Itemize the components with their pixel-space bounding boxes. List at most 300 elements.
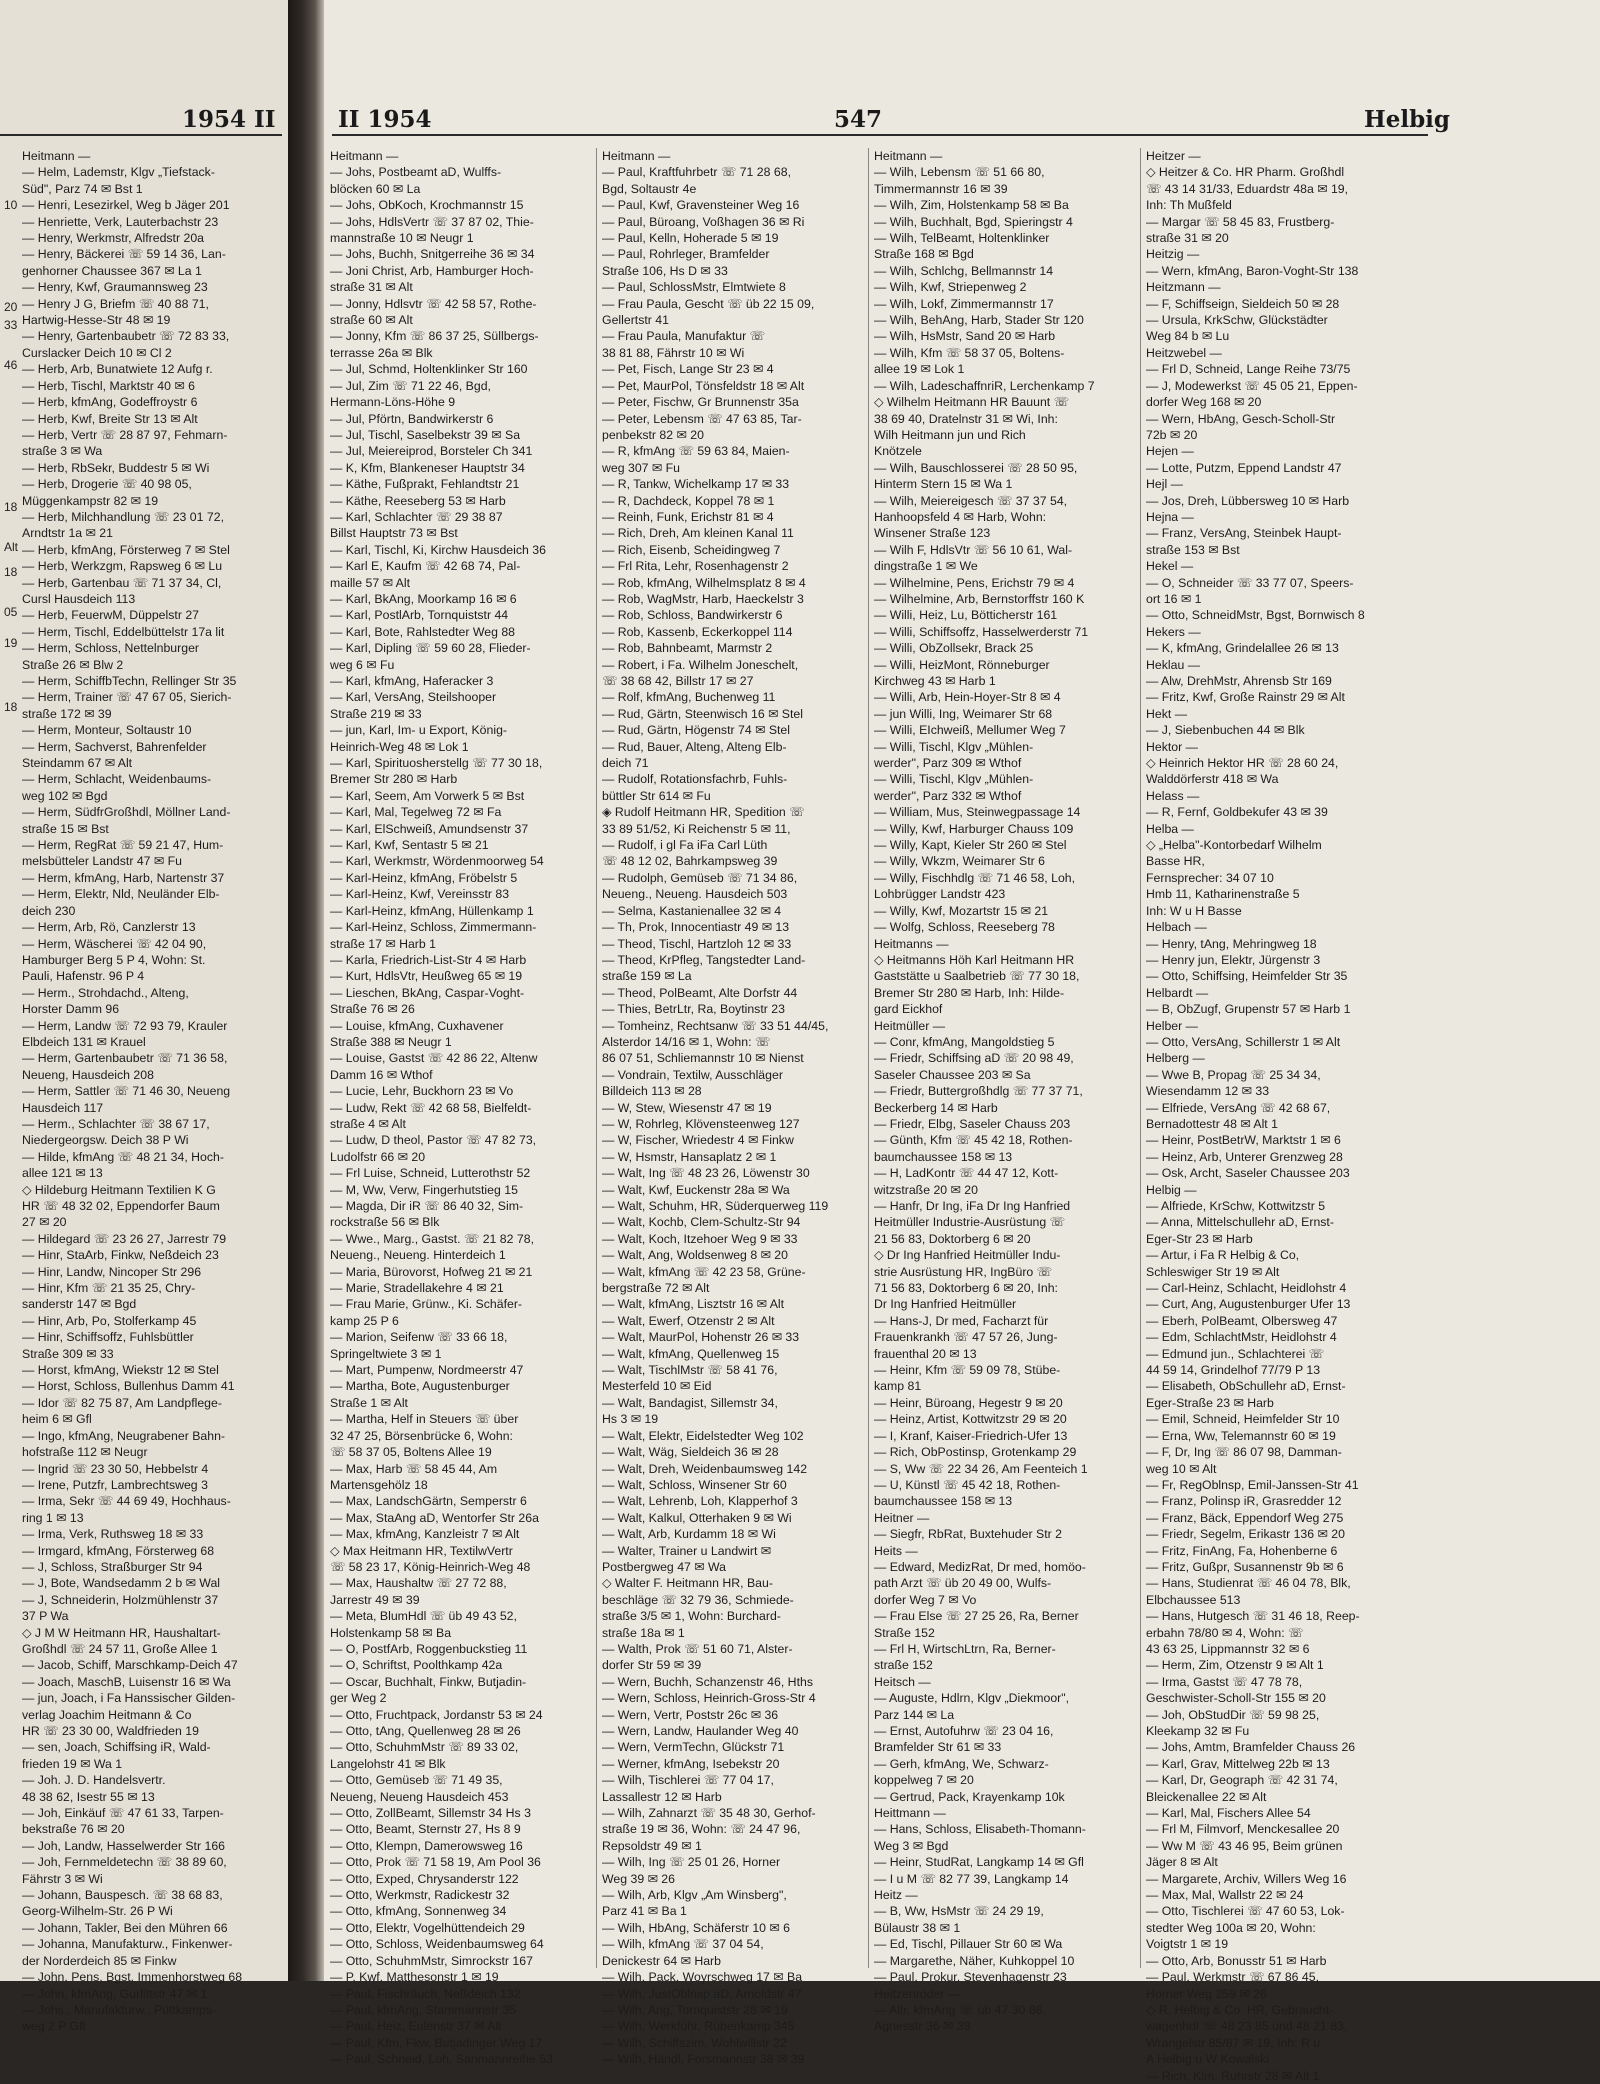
directory-entry-line: — Willi, EIchweiß, Mellumer Weg 7 <box>874 723 1066 738</box>
directory-entry-line: — Maria, Bürovorst, Hofweg 21 ✉ 21 <box>330 1264 533 1279</box>
directory-entry-line: Straße 388 ✉ Neugr 1 <box>330 1034 452 1049</box>
directory-entry-line: — Herm., Strohdachd., Alteng, <box>22 985 189 1000</box>
directory-entry-line: Helberg — <box>1146 1051 1205 1066</box>
directory-entry-line: Winsener Straße 123 <box>874 526 991 541</box>
directory-entry-line: — Karla, Friedrich-List-Str 4 ✉ Harb <box>330 952 527 967</box>
directory-entry-line: Hejen — <box>1146 444 1194 459</box>
directory-entry-line: — Wilh, HsMstr, Sand 20 ✉ Harb <box>874 329 1056 344</box>
directory-entry-line: — Friedr, Segelm, Erikastr 136 ✉ 20 <box>1146 1527 1345 1542</box>
directory-entry-line: — R, Dachdeck, Koppel 78 ✉ 1 <box>602 493 775 508</box>
directory-entry-line: Straße 309 ✉ 33 <box>22 1346 114 1361</box>
directory-entry-line: — Fritz, FinAng, Fa, Hohenberne 6 <box>1146 1543 1338 1558</box>
directory-entry-line: — Otto, ZollBeamt, Sillemstr 34 Hs 3 <box>330 1806 531 1821</box>
directory-entry-line: sanderstr 147 ✉ Bgd <box>22 1297 137 1312</box>
directory-entry-line: genhorner Chaussee 367 ✉ La 1 <box>22 263 202 278</box>
left-page <box>0 0 288 2034</box>
directory-entry-line: Niedergeorgsw. Deich 38 P Wi <box>22 1133 189 1148</box>
directory-entry-line: Bernadottestr 48 ✉ Alt 1 <box>1146 1116 1278 1131</box>
directory-entry-line: — Hinr, Schiffsoffz, Fuhlsbüttler <box>22 1330 194 1345</box>
directory-entry-line: — Ingrid ☏ 23 30 50, Hebbelstr 4 <box>22 1461 209 1476</box>
directory-entry-line: Hs 3 ✉ 19 <box>602 1412 659 1427</box>
directory-entry-line: Heklau — <box>1146 657 1200 672</box>
directory-entry-line: Parz 144 ✉ La <box>874 1707 955 1722</box>
directory-entry-line: Ludolfstr 66 ✉ 20 <box>330 1149 426 1164</box>
directory-entry-line: hofstraße 112 ✉ Neugr <box>22 1445 148 1460</box>
directory-entry-line: — Jul, Zim ☏ 71 22 46, Bgd, <box>330 378 491 393</box>
directory-entry-line: — I, Kranf, Kaiser-Friedrich-Ufer 13 <box>874 1428 1068 1443</box>
directory-entry-line: Neueng., Neueng. Hausdeich 503 <box>602 887 788 902</box>
directory-entry-line: Agnesstr 36 ✉ 39 <box>874 2019 971 2034</box>
directory-entry-line: mannstraße 10 ✉ Neugr 1 <box>330 231 474 246</box>
directory-entry-line: Heitzmann — <box>1146 280 1221 295</box>
directory-entry-line: — Wilh, Kfm ☏ 58 37 05, Boltens- <box>874 345 1065 360</box>
directory-entry-line: — Margar ☏ 58 45 83, Frustberg- <box>1146 214 1335 229</box>
directory-entry-line: — Friedr, Schiffsing aD ☏ 20 98 49, <box>874 1051 1074 1066</box>
directory-entry-line: straße 3 ✉ Wa <box>22 444 103 459</box>
directory-entry-line: — Karl, Dipling ☏ 59 60 28, Flieder- <box>330 641 531 656</box>
directory-entry-line: — Wilh, Lokf, Zimmermannstr 17 <box>874 296 1054 311</box>
directory-entry-line: — Hans-J, Dr med, Facharzt für <box>874 1313 1049 1328</box>
directory-entry-line: straße 159 ✉ La <box>602 969 692 984</box>
directory-entry-line: — Franz, VersAng, Steinbek Haupt- <box>1146 526 1342 541</box>
directory-entry-line: Eger-Str 23 ✉ Harb <box>1146 1231 1253 1246</box>
directory-entry-line: — Joh, Fernmeldetechn ☏ 38 89 60, <box>22 1855 227 1870</box>
directory-entry-line: — Jonny, Kfm ☏ 86 37 25, Süllbergs- <box>330 329 539 344</box>
directory-entry-line: — Heinz, Arb, Unterer Grenzweg 28 <box>1146 1149 1343 1164</box>
directory-entry-line: — Johs, ObKoch, Krochmannstr 15 <box>330 198 524 213</box>
directory-entry-line: — sen, Joach, Schiffsing iR, Wald- <box>22 1740 211 1755</box>
directory-entry-line: — Rich, Klm, Ruhrstr 28 ✉ Alt 1 <box>1146 2068 1320 2083</box>
directory-entry-line: — Ingo, kfmAng, Neugrabener Bahn- <box>22 1428 226 1443</box>
directory-entry-line: Helbardt — <box>1146 985 1209 1000</box>
directory-entry-line: — Herm, Sattler ☏ 71 46 30, Neueng <box>22 1084 231 1099</box>
directory-entry-line: kamp 25 P 6 <box>330 1313 399 1328</box>
directory-entry-line: — Alw, DrehMstr, Ahrensb Str 169 <box>1146 674 1332 688</box>
directory-entry-line: — jun Willi, Ing, Weimarer Str 68 <box>874 706 1053 721</box>
directory-entry-line: — Willi, Schiffsoffz, Hasselwerderstr 71 <box>874 624 1089 639</box>
directory-entry-line: 71 56 83, Doktorberg 6 ✉ 20, Inh: <box>874 1281 1058 1296</box>
directory-entry-line: — Theod, Tischl, Hartzloh 12 ✉ 33 <box>602 936 792 951</box>
directory-entry-line: — Irmgard, kfmAng, Försterweg 68 <box>22 1543 215 1558</box>
directory-entry-line: — Herm, Sachverst, Bahrenfelder <box>22 739 207 754</box>
directory-entry-line: — Wilh, Ang, Tornquiststr 28 ✉ 19 <box>602 2002 788 2017</box>
directory-entry-line: Hmb 11, Katharinenstraße 5 <box>1146 887 1300 902</box>
directory-entry-line: — Karl, Werkmstr, Wördenmoorweg 54 <box>330 854 544 869</box>
directory-entry-line: Süd", Parz 74 ✉ Bst 1 <box>22 181 143 196</box>
directory-entry-line: — Auguste, Hdlrn, Klgv „Diekmoor", <box>874 1691 1070 1706</box>
right-page-header-left: II 1954 <box>338 106 432 133</box>
directory-entry-line: — Otto, Klempn, Damerowsweg 16 <box>330 1838 523 1853</box>
directory-entry-line: Gellertstr 41 <box>602 313 669 328</box>
directory-entry-line: — Henry, tAng, Mehringweg 18 <box>1146 936 1317 951</box>
directory-entry-line: — Curt, Ang, Augustenburger Ufer 13 <box>1146 1297 1351 1312</box>
directory-entry-line: — Max, Harb ☏ 58 45 44, Am <box>330 1461 498 1476</box>
directory-entry-line: ◇ Dr Ing Hanfried Heitmüller Indu- <box>874 1248 1061 1263</box>
directory-entry-line: — Hanfr, Dr Ing, iFa Dr Ing Hanfried <box>874 1199 1071 1213</box>
directory-entry-line: — Kurt, HdlsVtr, Heußweg 65 ✉ 19 <box>330 969 523 984</box>
directory-entry-line: Alsterdor 14/16 ✉ 1, Wohn: ☏ <box>602 1034 771 1049</box>
directory-entry-line: — Käthe, Reeseberg 53 ✉ Harb <box>330 493 506 508</box>
directory-entry-line: Heinrich-Weg 48 ✉ Lok 1 <box>330 739 469 754</box>
directory-entry-line: — Walt, Kalkul, Otterhaken 9 ✉ Wi <box>602 1510 792 1525</box>
directory-entry-line: — Herb, RbSekr, Buddestr 5 ✉ Wi <box>22 460 210 475</box>
directory-entry-line: — Wilh, Bauschlosserei ☏ 28 50 95, <box>874 460 1078 475</box>
directory-entry-line: Gaststätte u Saalbetrieb ☏ 77 30 18, <box>874 969 1080 984</box>
directory-entry-line: — Wern, Vertr, Poststr 26c ✉ 36 <box>602 1707 779 1722</box>
directory-entry-line: — Wilh, Zahnarzt ☏ 35 48 30, Gerhof- <box>602 1806 816 1821</box>
directory-entry-line: Pauli, Hafenstr. 96 P 4 <box>22 969 145 984</box>
directory-entry-line: — Heinz, Artist, Kottwitzstr 29 ✉ 20 <box>874 1412 1067 1427</box>
directory-entry-line: terrasse 26a ✉ Blk <box>330 345 433 360</box>
right-page <box>324 0 1600 2083</box>
directory-entry-line: — Rich, Dreh, Am kleinen Kanal 11 <box>602 526 794 541</box>
directory-entry-line: Heitmüller Industrie-Ausrüstung ☏ <box>874 1215 1066 1230</box>
directory-entry-line: — Walt, Schuhm, HR, Süderquerweg 119 <box>602 1199 829 1213</box>
directory-entry-line: — Margarethe, Näher, Kuhkoppel 10 <box>874 1953 1075 1968</box>
directory-entry-line: — Karl, Grav, Mittelweg 22b ✉ 13 <box>1146 1756 1330 1771</box>
directory-entry-line: Straße 168 ✉ Bgd <box>874 247 974 262</box>
directory-entry-line: — Johs, Amtm, Bramfelder Chauss 26 <box>1146 1740 1356 1755</box>
directory-entry-line: — B, ObZugf, Grupenstr 57 ✉ Harb 1 <box>1146 1002 1351 1017</box>
directory-column-3 <box>874 148 1136 2035</box>
directory-entry-line: Langelohstr 41 ✉ Blk <box>330 1756 446 1771</box>
column-separator <box>596 148 597 1968</box>
directory-entry-line: 27 ✉ 20 <box>22 1215 67 1230</box>
directory-entry-line: — Max, kfmAng, Kanzleistr 7 ✉ Alt <box>330 1527 520 1542</box>
directory-entry-line: Heitmüller — <box>874 1018 946 1033</box>
directory-entry-line: — Mart, Pumpenw, Nordmeerstr 47 <box>330 1363 524 1378</box>
directory-entry-line: — Max, Mal, Wallstr 22 ✉ 24 <box>1146 1888 1304 1903</box>
directory-entry-line: Heitmann — <box>602 149 671 163</box>
directory-entry-line: — Karl, Bote, Rahlstedter Weg 88 <box>330 624 515 639</box>
directory-entry-line: Heitzenröder — <box>874 1986 961 2001</box>
directory-entry-line: — Otto, SchneidMstr, Bgst, Bornwisch 8 <box>1146 608 1365 623</box>
directory-entry-line: straße 153 ✉ Bst <box>1146 542 1240 557</box>
directory-entry-line: — Karl, Kwf, Sentastr 5 ✉ 21 <box>330 838 489 853</box>
directory-entry-line: — Herm, Arb, Rö, Canzlerstr 13 <box>22 920 196 935</box>
directory-entry-line: straße 19 ✉ 36, Wohn: ☏ 24 47 96, <box>602 1822 801 1837</box>
directory-entry-line: dorfer Str 59 ✉ 39 <box>602 1658 702 1673</box>
directory-entry-line: 44 59 14, Grindelhof 77/79 P 13 <box>1146 1363 1321 1378</box>
directory-entry-line: — J, Bote, Wandsedamm 2 b ✉ Wal <box>22 1576 221 1591</box>
directory-entry-line: Heitsch — <box>874 1674 931 1689</box>
directory-entry-line: 38 81 88, Fährstr 10 ✉ Wi <box>602 345 745 360</box>
directory-entry-line: — F, Schiffseign, Sieldeich 50 ✉ 28 <box>1146 296 1340 311</box>
directory-entry-line: — R, Tankw, Wichelkamp 17 ✉ 33 <box>602 477 790 492</box>
directory-entry-line: — Wilh, Händl, Forsmannstr 38 ✉ 39 <box>602 2052 805 2067</box>
directory-entry-line: Frauenkrankh ☏ 47 57 26, Jung- <box>874 1330 1058 1345</box>
margin-number: 10 <box>4 198 18 212</box>
directory-entry-line: — Karl, VersAng, Steilshooper <box>330 690 497 705</box>
directory-entry-line: ◇ Max Heitmann HR, TextilwVertr <box>330 1543 513 1558</box>
directory-entry-line: weg 10 ✉ Alt <box>1146 1461 1217 1476</box>
directory-entry-line: Heitmanns — <box>874 936 949 951</box>
directory-entry-line: 21 56 83, Doktorberg 6 ✉ 20 <box>874 1231 1031 1246</box>
directory-entry-line: 72b ✉ 20 <box>1146 427 1198 442</box>
directory-entry-line: — I u M ☏ 82 77 39, Langkamp 14 <box>874 1871 1069 1886</box>
directory-entry-line: Knötzele <box>874 444 922 459</box>
directory-entry-line: — Walt, Elektr, Eidelstedter Weg 102 <box>602 1428 804 1443</box>
directory-entry-line: — J, Schneiderin, Holzmühlenstr 37 <box>22 1592 219 1607</box>
directory-entry-line: — Wern, Buchh, Schanzenstr 46, Hths <box>602 1674 813 1689</box>
directory-entry-line: — Franz, Polinsp iR, Grasredder 12 <box>1146 1494 1342 1509</box>
directory-entry-line: — Wilh, Kwf, Striepenweg 2 <box>874 280 1027 295</box>
directory-entry-line: Hejl — <box>1146 477 1183 492</box>
directory-entry-line: — Willy, Kwf, Mozartstr 15 ✉ 21 <box>874 903 1049 918</box>
directory-entry-line: ◇ R. Helbig & Co. HR, Gebraucht- <box>1146 2002 1334 2017</box>
directory-entry-line: — Wern, Schloss, Heinrich-Gross-Str 4 <box>602 1691 816 1706</box>
directory-entry-line: Hermann-Löns-Höhe 9 <box>330 395 456 410</box>
directory-entry-line: Timmermannstr 16 ✉ 39 <box>874 181 1008 196</box>
directory-entry-line: ger Weg 2 <box>330 1691 387 1706</box>
directory-entry-line: straße 3/5 ✉ 1, Wohn: Burchard- <box>602 1609 781 1624</box>
margin-number: 20 <box>4 300 18 314</box>
directory-entry-line: — Karl-Heinz, Kwf, Vereinsstr 83 <box>330 887 510 902</box>
directory-entry-line: — Rich, Eisenb, Scheidingweg 7 <box>602 542 781 557</box>
directory-entry-line: — Wilh, Schlchg, Bellmannstr 14 <box>874 263 1054 278</box>
directory-entry-line: — O, Schriftst, Poolthkamp 42a <box>330 1658 503 1673</box>
directory-entry-line: — Herm, RegRat ☏ 59 21 47, Hum- <box>22 838 224 853</box>
directory-entry-line: — Karl, kfmAng, Haferacker 3 <box>330 674 494 688</box>
directory-entry-line: — Irene, Putzfr, Lambrechtsweg 3 <box>22 1477 208 1492</box>
directory-entry-line: Müggenkampstr 82 ✉ 19 <box>22 493 159 508</box>
directory-entry-line: — Paul, Kraftfuhrbetr ☏ 71 28 68, <box>602 165 791 180</box>
directory-entry-line: straße 4 ✉ Alt <box>330 1116 406 1131</box>
directory-entry-line: — Rudolf, i gl Fa iFa Carl Lüth <box>602 838 768 853</box>
directory-entry-line: — Louise, Gastst ☏ 42 86 22, Altenw <box>330 1051 538 1066</box>
directory-entry-line: stedter Weg 100a ✉ 20, Wohn: <box>1146 1920 1316 1935</box>
directory-entry-line: — Hans, Schloss, Elisabeth-Thomann- <box>874 1822 1086 1837</box>
directory-entry-line: A Helbig u W Kowalski <box>1146 2052 1270 2067</box>
book-gutter <box>288 0 324 1981</box>
directory-entry-line: — Otto, Prok ☏ 71 58 19, Am Pool 36 <box>330 1855 541 1870</box>
column-separator <box>1140 148 1141 1968</box>
directory-entry-line: — Wilh, Lebensm ☏ 51 66 80, <box>874 165 1045 180</box>
directory-entry-line: — Otto, SchuhmMstr ☏ 89 33 02, <box>330 1740 519 1755</box>
directory-entry-line: — Johs, Postbeamt aD, Wulffs- <box>330 165 502 180</box>
directory-entry-line: — Werner, kfmAng, Isebekstr 20 <box>602 1756 780 1771</box>
directory-entry-line: 33 89 51/52, Ki Reichenstr 5 ✉ 11, <box>602 821 791 836</box>
directory-entry-line: — Paul, kfmAng, Stammannstr 35 <box>330 2002 516 2017</box>
directory-entry-line: verlag Joachim Heitmann & Co <box>22 1707 192 1722</box>
directory-entry-line: Elbdeich 131 ✉ Krauel <box>22 1034 146 1049</box>
directory-entry-line: — Otto, Fruchtpack, Jordanstr 53 ✉ 24 <box>330 1707 543 1722</box>
directory-entry-line: — Otto, Werkmstr, Radickestr 32 <box>330 1888 510 1903</box>
directory-entry-line: Beckerberg 14 ✉ Harb <box>874 1100 998 1115</box>
directory-entry-line: — Karl-Heinz, kfmAng, Hüllenkamp 1 <box>330 903 534 918</box>
directory-entry-line: — Walter, Trainer u Landwirt ✉ <box>602 1543 772 1558</box>
directory-entry-line: — Walt, Bandagist, Sillemstr 34, <box>602 1395 778 1410</box>
directory-entry-line: — Frau Marie, Grünw., Ki. Schäfer- <box>330 1297 523 1312</box>
directory-entry-line: Straße 152 <box>874 1625 935 1640</box>
directory-entry-line: Martensgehölz 18 <box>330 1477 428 1492</box>
directory-entry-line: — Otto, Exped, Chrysanderstr 122 <box>330 1871 519 1886</box>
directory-entry-line: Postbergweg 47 ✉ Wa <box>602 1559 726 1574</box>
directory-entry-line: ort 16 ✉ 1 <box>1146 591 1202 606</box>
directory-entry-line: — Jul, Meiereiprod, Borsteler Ch 341 <box>330 444 533 459</box>
directory-entry-line: — Herm, Schloss, Nettelnburger <box>22 641 200 656</box>
page-number: 547 <box>834 106 883 133</box>
directory-entry-line: straße 152 <box>874 1658 933 1673</box>
directory-entry-line: — Karl, Mal, Tegelweg 72 ✉ Fa <box>330 805 502 820</box>
directory-entry-line: — Elisabeth, ObSchullehr aD, Ernst- <box>1146 1379 1346 1394</box>
directory-entry-line: — Karl, Dr, Geograph ☏ 42 31 74, <box>1146 1773 1338 1788</box>
directory-entry-line: Heitmann — <box>874 149 943 163</box>
directory-entry-line: Hekers — <box>1146 624 1201 639</box>
margin-number: 18 <box>4 500 18 514</box>
directory-entry-line: — Wolfg, Schloss, Reeseberg 78 <box>874 920 1055 935</box>
directory-entry-line: — Walt, Koch, Itzehoer Weg 9 ✉ 33 <box>602 1231 798 1246</box>
directory-entry-line: Kirchweg 43 ✉ Harb 1 <box>874 674 996 688</box>
directory-entry-line: — Rudolf, Rotationsfachrb, Fuhls- <box>602 772 788 787</box>
directory-entry-line: Horster Damm 96 <box>22 1002 120 1017</box>
directory-entry-line: bekstraße 76 ✉ 20 <box>22 1822 125 1837</box>
directory-entry-line: — Otto, kfmAng, Sonnenweg 34 <box>330 1904 507 1919</box>
directory-entry-line: — Joh, Landw, Hasselwerder Str 166 <box>22 1838 226 1853</box>
directory-entry-line: — Friedr, Elbg, Saseler Chauss 203 <box>874 1116 1071 1131</box>
directory-entry-line: Elbchaussee 513 <box>1146 1592 1241 1607</box>
directory-entry-line: — Otto, tAng, Quellenweg 28 ✉ 26 <box>330 1724 521 1738</box>
directory-entry-line: — Alfriede, KrSchw, Kottwitzstr 5 <box>1146 1199 1326 1213</box>
directory-entry-line: — Theod, KrPfleg, Tangstedter Land- <box>602 952 806 967</box>
directory-entry-line: — Karl, Seem, Am Vorwerk 5 ✉ Bst <box>330 788 525 803</box>
directory-entry-line: beschläge ☏ 32 79 36, Schmiede- <box>602 1592 794 1607</box>
directory-entry-line: — Ludw, Rekt ☏ 42 68 58, Bielfeldt- <box>330 1100 532 1115</box>
directory-entry-line: — Wern, HbAng, Gesch-Scholl-Str <box>1146 411 1336 426</box>
directory-entry-line: — Jos, Dreh, Lübbersweg 10 ✉ Harb <box>1146 493 1350 508</box>
directory-entry-line: — Walt, Ewerf, Otzenstr 2 ✉ Alt <box>602 1313 775 1328</box>
directory-entry-line: ◇ Heinrich Hektor HR ☏ 28 60 24, <box>1146 756 1339 771</box>
directory-entry-line: Jarrestr 49 ✉ 39 <box>330 1592 420 1607</box>
directory-entry-line: — Rich, ObPostinsp, Grotenkamp 29 <box>874 1445 1077 1460</box>
directory-entry-line: — Heinr, StudRat, Langkamp 14 ✉ Gfl <box>874 1855 1084 1870</box>
directory-entry-line: — Martha, Helf in Steuers ☏ über <box>330 1412 519 1427</box>
directory-column-2 <box>602 148 864 2068</box>
directory-entry-line: — Helm, Lademstr, Klgv „Tiefstack- <box>22 165 215 180</box>
directory-entry-line: — Walt, Wäg, Sieldeich 36 ✉ 28 <box>602 1445 779 1460</box>
directory-entry-line: — Rob, Bahnbeamt, Marmstr 2 <box>602 641 773 656</box>
directory-entry-line: — Willi, Tischl, Klgv „Mühlen- <box>874 772 1034 787</box>
directory-entry-line: erbahn 78/80 ✉ 4, Wohn: ☏ <box>1146 1625 1304 1640</box>
directory-entry-line: — Magda, Dir iR ☏ 86 40 32, Sim- <box>330 1199 524 1213</box>
directory-entry-line: — Rolf, kfmAng, Buchenweg 11 <box>602 690 776 705</box>
directory-entry-line: Großhdl ☏ 24 57 11, Große Allee 1 <box>22 1641 218 1656</box>
directory-entry-line: — Johs, Buchh, Snitgerreihe 36 ✉ 34 <box>330 247 535 262</box>
directory-entry-line: ◇ J M W Heitmann HR, Haushaltart- <box>22 1625 221 1640</box>
directory-entry-line: — Herm, Landw ☏ 72 93 79, Krauler <box>22 1018 228 1033</box>
directory-entry-line: Straße 76 ✉ 26 <box>330 1002 415 1017</box>
directory-entry-line: — Frau Else ☏ 27 25 26, Ra, Berner <box>874 1609 1079 1624</box>
directory-entry-line: ☏ 58 37 05, Boltens Allee 19 <box>330 1445 492 1460</box>
directory-entry-line: — Jul, Pförtn, Bandwirkerstr 6 <box>330 411 494 426</box>
directory-entry-line: ☏ 38 68 42, Billstr 17 ✉ 27 <box>602 674 754 688</box>
directory-entry-line: — Herb, Werkzgm, Rapsweg 6 ✉ Lu <box>22 559 223 574</box>
directory-entry-line: — Karl, Mal, Fischers Allee 54 <box>1146 1806 1311 1821</box>
directory-entry-line: Georg-Wilhelm-Str. 26 P Wi <box>22 1904 173 1919</box>
directory-entry-line: — Ww M ☏ 43 46 95, Beim grünen <box>1146 1838 1343 1853</box>
directory-entry-line: — Wilh, Arb, Klgv „Am Winsberg", <box>602 1888 787 1903</box>
margin-number: 05 <box>4 605 18 619</box>
directory-entry-line: — Louise, kfmAng, Cuxhavener <box>330 1018 504 1033</box>
directory-entry-line: — Erna, Ww, Telemannstr 60 ✉ 19 <box>1146 1428 1336 1443</box>
directory-entry-line: Wiesendamm 12 ✉ 33 <box>1146 1084 1270 1099</box>
directory-entry-line: straße 17 ✉ Harb 1 <box>330 936 436 951</box>
directory-entry-line: Springeltwiete 3 ✉ 1 <box>330 1346 442 1361</box>
directory-entry-line: — Wilh, Pack, Woyrschweg 17 ✉ Ba <box>602 1970 803 1985</box>
directory-entry-line: — Paul, Schneid, Loh, Sanmannreihe 53 <box>330 2052 553 2067</box>
directory-entry-line: — Henry, Werkmstr, Alfredstr 20a <box>22 231 204 246</box>
directory-entry-line: ◈ Rudolf Heitmann HR, Spedition ☏ <box>602 805 805 820</box>
directory-entry-line: Hektor — <box>1146 739 1198 754</box>
directory-entry-line: — Edm, SchlachtMstr, Heidlohstr 4 <box>1146 1330 1337 1345</box>
directory-entry-line: — Peter, Lebensm ☏ 47 63 85, Tar- <box>602 411 802 426</box>
directory-entry-line: — Willi, Arb, Hein-Hoyer-Str 8 ✉ 4 <box>874 690 1061 705</box>
directory-entry-line: koppelweg 7 ✉ 20 <box>874 1773 974 1788</box>
directory-entry-line: — Joh, Einkäuf ☏ 47 61 33, Tarpen- <box>22 1806 224 1821</box>
directory-entry-line: — Siegfr, RbRat, Buxtehuder Str 2 <box>874 1527 1062 1542</box>
directory-entry-line: — W, Hsmstr, Hansaplatz 2 ✉ 1 <box>602 1149 777 1164</box>
directory-entry-line: frieden 19 ✉ Wa 1 <box>22 1756 123 1771</box>
directory-entry-line: — Eberh, PolBeamt, Olbersweg 47 <box>1146 1313 1338 1328</box>
directory-entry-line: Helass — <box>1146 788 1200 803</box>
directory-entry-line: — Herb, Gartenbau ☏ 71 37 34, Cl, <box>22 575 222 590</box>
directory-entry-line: — Otto, SchuhmMstr, Simrockstr 167 <box>330 1953 533 1968</box>
directory-entry-line: — Heinr, Kfm ☏ 59 09 78, Stübe- <box>874 1363 1061 1378</box>
directory-entry-line: — Franz, Bäck, Eppendorf Weg 275 <box>1146 1510 1344 1525</box>
directory-entry-line: Curslacker Deich 10 ✉ Cl 2 <box>22 345 172 360</box>
directory-entry-line: bergstraße 72 ✉ Alt <box>602 1281 710 1296</box>
directory-entry-line: Hartwig-Hesse-Str 48 ✉ 19 <box>22 313 171 328</box>
directory-entry-line: Steindamm 67 ✉ Alt <box>22 756 133 771</box>
directory-entry-line: 38 69 40, Dratelnstr 31 ✉ Wi, Inh: <box>874 411 1058 426</box>
directory-entry-line: — Paul, Heiz, Eulenstr 37 ✉ Alt <box>330 2019 502 2034</box>
directory-entry-line: — Wern, VermTechn, Glückstr 71 <box>602 1740 785 1755</box>
directory-entry-line: — Meta, BlumHdl ☏ üb 49 43 52, <box>330 1609 517 1624</box>
directory-entry-line: Basse HR, <box>1146 854 1205 869</box>
directory-entry-line: — Wilh, Ing ☏ 25 01 26, Horner <box>602 1855 781 1870</box>
directory-entry-line: — Rob, WagMstr, Harb, Haeckelstr 3 <box>602 591 804 606</box>
directory-entry-line: — Günth, Kfm ☏ 45 42 18, Rothen- <box>874 1133 1073 1148</box>
directory-entry-line: Hinterm Stern 15 ✉ Wa 1 <box>874 477 1013 492</box>
directory-entry-line: — Otto, Arb, Bonusstr 51 ✉ Harb <box>1146 1953 1327 1968</box>
directory-entry-line: — Pet, MaurPol, Tönsfeldstr 18 ✉ Alt <box>602 378 805 393</box>
directory-entry-line: — Idor ☏ 82 75 87, Am Landpflege- <box>22 1395 222 1410</box>
directory-entry-line: ◇ „Helba"-Kontorbedarf Wilhelm <box>1146 838 1322 853</box>
directory-entry-line: — Walt, kfmAng ☏ 42 23 58, Grüne- <box>602 1264 806 1279</box>
directory-entry-line: — Walt, Dreh, Weidenbaumsweg 142 <box>602 1461 808 1476</box>
directory-entry-line: weg 102 ✉ Bgd <box>22 788 108 803</box>
directory-entry-line: werder", Parz 332 ✉ Wthof <box>874 788 1022 803</box>
directory-entry-line: — Paul, Prokur, Stevenhagenstr 23 <box>874 1970 1067 1985</box>
directory-entry-line: — Herb, Milchhandlung ☏ 23 01 72, <box>22 509 224 524</box>
directory-entry-line: büttler Str 614 ✉ Fu <box>602 788 711 803</box>
directory-entry-line: — Paul, Fischräuch, Neßdeich 132 <box>330 1986 521 2001</box>
directory-entry-line: — Wilh, Schiffszim, Wohlwillstr 22 <box>602 2035 787 2050</box>
directory-entry-line: — Rob, kfmAng, Wilhelmsplatz 8 ✉ 4 <box>602 575 806 590</box>
directory-entry-line: baumchaussee 158 ✉ 13 <box>874 1149 1013 1164</box>
directory-entry-line: — Hinr, Kfm ☏ 21 35 25, Chry- <box>22 1281 196 1296</box>
directory-entry-line: — Willi, ObZollsekr, Brack 25 <box>874 641 1034 656</box>
directory-entry-line: — Walt, Arb, Kurdamm 18 ✉ Wi <box>602 1527 776 1542</box>
directory-entry-line: — Henry, Kwf, Graumannsweg 23 <box>22 280 208 295</box>
margin-number: 18 <box>4 700 18 714</box>
directory-entry-line: — Karl E, Kaufm ☏ 42 68 74, Pal- <box>330 559 521 574</box>
directory-entry-line: Weg 3 ✉ Bgd <box>874 1838 949 1853</box>
directory-entry-line: Holstenkamp 58 ✉ Ba <box>330 1625 452 1640</box>
directory-entry-line: 37 P Wa <box>22 1609 69 1624</box>
directory-entry-line: — Otto, Schiffsing, Heimfelder Str 35 <box>1146 969 1348 984</box>
directory-entry-line: — Hans, Hutgesch ☏ 31 46 18, Reep- <box>1146 1609 1360 1624</box>
